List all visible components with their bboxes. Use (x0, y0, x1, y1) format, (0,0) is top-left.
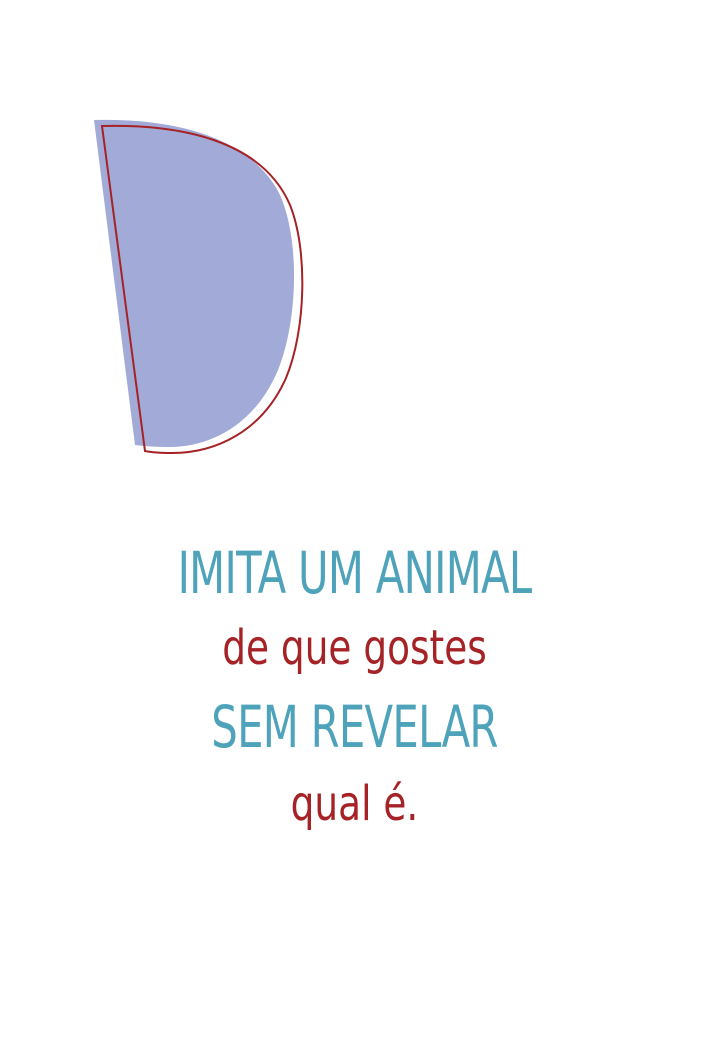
letter-d-icon (0, 0, 709, 520)
card-text (0, 540, 709, 840)
card-line-3: SEM REVELAR (211, 693, 498, 761)
card-line-4: qual é. (290, 776, 419, 832)
card-line-1: IMITA UM ANIMAL (177, 539, 532, 607)
card-line-2: de que gostes (222, 620, 487, 676)
